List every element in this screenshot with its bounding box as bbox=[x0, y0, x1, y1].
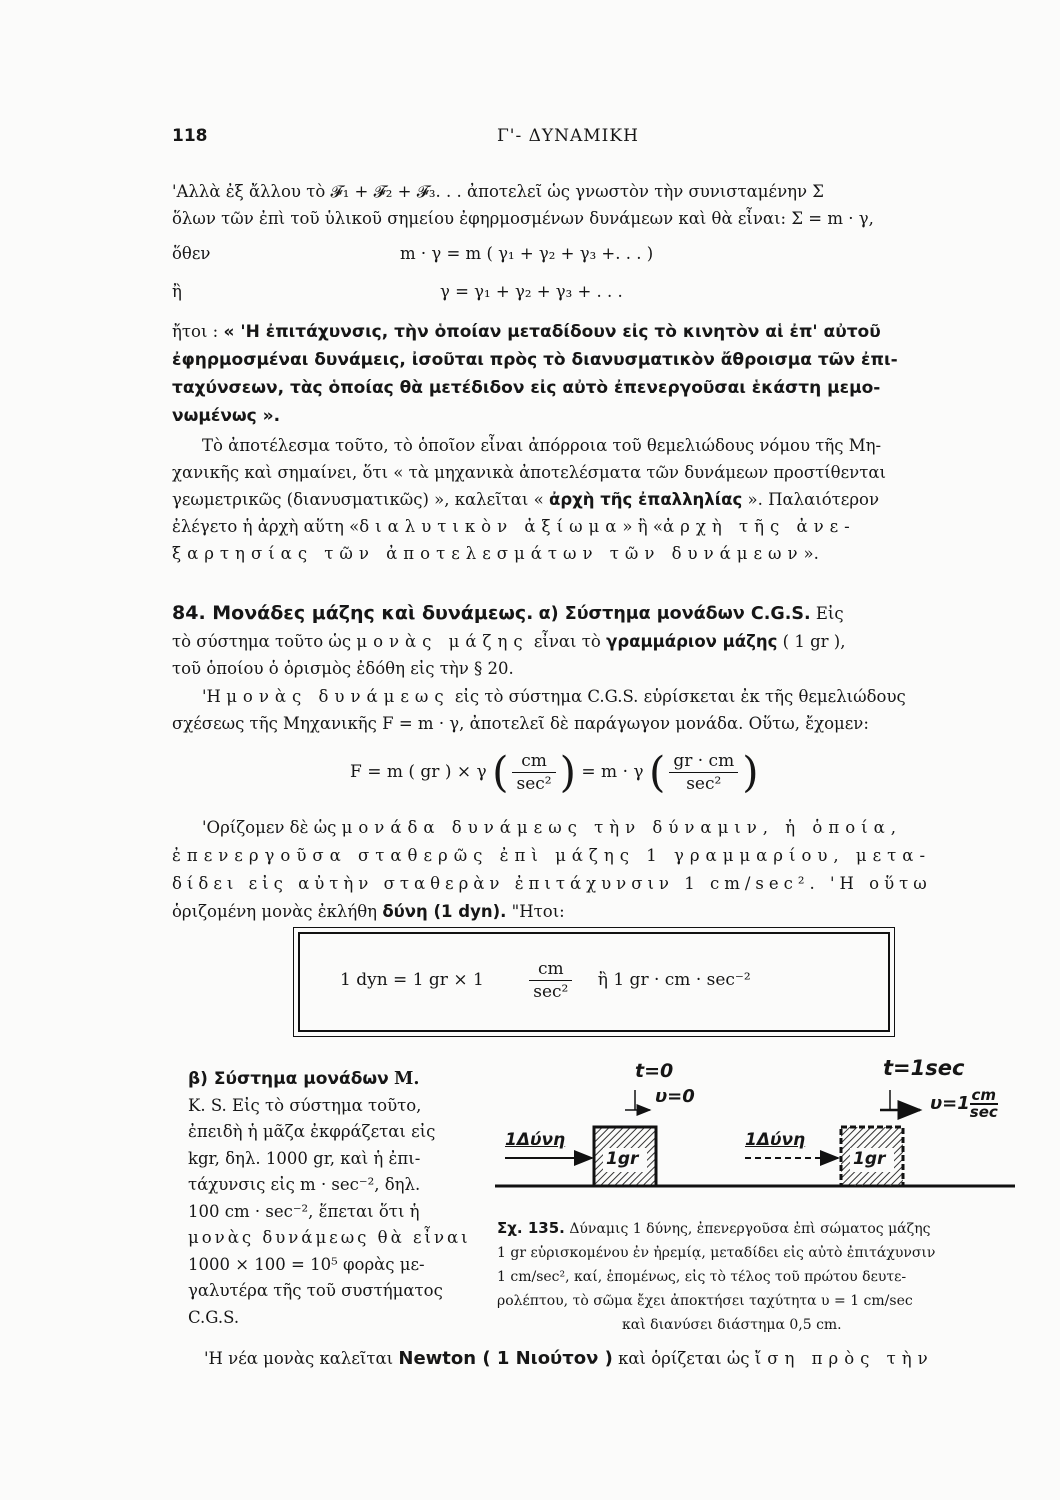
beta-line: τάχυνσις εἰς m · sec⁻², δηλ. bbox=[188, 1175, 421, 1194]
v1-label bbox=[930, 1088, 998, 1120]
section-title: 84. Μονάδες μάζης καὶ δυνάμεως. bbox=[172, 602, 534, 624]
frac-den: sec bbox=[969, 1103, 998, 1121]
text-span: ( 1 gr ), bbox=[782, 632, 846, 651]
statement-line: νωμένως ». bbox=[172, 406, 281, 426]
beta-line: 100 cm · sec⁻², ἕπεται ὅτι ἡ bbox=[188, 1201, 420, 1221]
beta-line: C.G.S. bbox=[188, 1307, 240, 1327]
fraction bbox=[669, 750, 738, 795]
text-line: 'Αλλὰ ἐξ ἄλλου τὸ 𝓕₁ + 𝓕₂ + 𝓕₃. . . ἀποτελεῖ ὡς γνωστὸν τὴν συνισταμένην Σ bbox=[172, 182, 824, 201]
spaced-line: δίδει εἰς αὐτὴν σταθερὰν ἐπιτάχυνσιν 1 cm/sec². 'Η οὕτω bbox=[172, 874, 932, 893]
text-line: ὅλων τῶν ἐπὶ τοῦ ὑλικοῦ σημείου ἐφηρμοσμένων δυνάμεων καὶ θὰ εἶναι: Σ = m · γ, bbox=[172, 209, 874, 228]
beta-line: γαλυτέρα τῆς τοῦ συστήματος bbox=[188, 1281, 443, 1300]
caption-first-line bbox=[497, 1216, 1027, 1241]
text-span: "Ητοι: bbox=[511, 902, 565, 921]
text-span: 'Η νέα μονὰς καλεῖται bbox=[204, 1349, 394, 1368]
spaced-term: διαλυτικὸν ἀξίωμα bbox=[359, 517, 623, 536]
running-head: Γ'- ΔΥΝΑΜΙΚΗ bbox=[497, 126, 639, 146]
spaced-term: μονὰς δυνάμεως bbox=[226, 687, 450, 706]
caption-label: Σχ. 135. bbox=[497, 1219, 565, 1237]
figure-135 bbox=[495, 1050, 1030, 1200]
paren-open: ( bbox=[648, 747, 666, 797]
beta-title-m: M. bbox=[393, 1069, 420, 1089]
eq2-lead: ἢ bbox=[172, 282, 182, 301]
beta-title: β) Σύστημα μονάδων bbox=[188, 1069, 389, 1089]
caption-line: 1 gr εὑρισκομένου ἐν ἠρεμίᾳ, μεταδίδει εἰς αὐτὸ ἐπιτάχυνσιν bbox=[497, 1245, 936, 1261]
text-span: εἰς τὸ σύστημα C.G.S. εὑρίσκεται ἐκ τῆς θεμελιώδους bbox=[454, 687, 906, 706]
v0-label: υ=0 bbox=[655, 1086, 695, 1107]
caption-line: Δύναμις 1 δύνης, ἐπενεργοῦσα ἐπὶ σώματος μάζης bbox=[569, 1221, 931, 1237]
frac-den: sec² bbox=[516, 774, 552, 794]
text-span: Εἰς bbox=[815, 604, 844, 623]
force-label-1: 1Δύνη bbox=[505, 1130, 566, 1150]
subsection-title: α) Σύστημα μονάδων C.G.S. bbox=[538, 604, 811, 624]
statement-line: ἐφηρμοσμέναι δυνάμεις, ἰσοῦται πρὸς τὸ διανυσματικὸν ἄθροισμα τῶν ἐπι- bbox=[172, 350, 898, 370]
statement-line: ταχύνσεων, τὰς ὁποίας θὰ μετέδιδον εἰς αὐτὸ ἐπενεργοῦσαι ἑκάστη μεμο- bbox=[172, 378, 881, 398]
text-span: » ἢ « bbox=[622, 517, 663, 536]
statement-line: « 'Η ἐπιτάχυνσις, τὴν ὁποίαν μεταδίδουν εἰς τὸ κινητὸν αἱ ἐπ' αὐτοῦ bbox=[223, 322, 881, 342]
text-line: σχέσεως τῆς Μηχανικῆς F = m · γ, ἀποτελεῖ δὲ παράγωγον μονάδα. Οὕτω, ἔχομεν: bbox=[172, 714, 869, 733]
caption-line: καὶ διανύσει διάστημα 0,5 cm. bbox=[622, 1317, 842, 1333]
dyne-equation-box bbox=[298, 932, 890, 1032]
eq-rhs: ἢ 1 gr · cm · sec⁻² bbox=[597, 970, 751, 990]
equation-force-units bbox=[350, 742, 759, 802]
text-span: ὁριζομένη μονὰς ἐκλήθη bbox=[172, 902, 378, 921]
text-span: τὸ σύστημα τοῦτο ὡς bbox=[172, 632, 352, 651]
v1-fraction bbox=[970, 1088, 998, 1120]
beta-title-line bbox=[188, 1066, 488, 1093]
page-header bbox=[172, 126, 1012, 156]
fraction bbox=[512, 750, 555, 795]
text-line: Τὸ ἀποτέλεσμα τοῦτο, τὸ ὁποῖον εἶναι ἀπόρροια τοῦ θεμελιώδους νόμου τῆς Μη- bbox=[202, 436, 882, 455]
eq-mid: = m · γ bbox=[581, 762, 644, 782]
statement-lead: ἤτοι : bbox=[172, 322, 219, 341]
t0-label: t=0 bbox=[635, 1060, 674, 1082]
eq-lhs: F = m ( gr ) × γ bbox=[350, 762, 487, 782]
frac-den: sec² bbox=[686, 774, 722, 794]
frac-num: cm bbox=[971, 1086, 997, 1104]
text-span: γεωμετρικῶς (διανυσματικῶς) », καλεῖται « bbox=[172, 490, 544, 509]
equation-acceleration: γ = γ₁ + γ₂ + γ₃ + . . . bbox=[440, 282, 623, 301]
text-span: ». bbox=[803, 544, 819, 563]
figure-caption bbox=[497, 1216, 1027, 1337]
equation-acceleration-sum: m · γ = m ( γ₁ + γ₂ + γ₃ +. . . ) bbox=[400, 244, 654, 263]
spaced-term: μονὰς μάζης bbox=[356, 632, 529, 651]
text-span: εἶναι τὸ bbox=[533, 632, 601, 651]
frac-den: sec² bbox=[533, 982, 569, 1002]
newton-term: Newton ( 1 Νιούτον ) bbox=[398, 1348, 613, 1369]
text-span: ». Παλαιότερον bbox=[747, 490, 879, 509]
block-label-1: 1gr bbox=[606, 1149, 639, 1169]
t1-label: t=1sec bbox=[883, 1056, 965, 1080]
text-span: καὶ ὁρίζεται ὡς bbox=[618, 1349, 750, 1368]
spaced-term: ἴση πρὸς τὴν bbox=[754, 1349, 934, 1368]
boxed-equation bbox=[340, 952, 751, 1008]
text-line: τοῦ ὁποίου ὁ ὁρισμὸς ἐδόθη εἰς τὴν § 20. bbox=[172, 659, 514, 678]
text-span: 'Ορίζομεν δὲ ὡς bbox=[202, 818, 337, 837]
bold-term: γραμμάριον μάζης bbox=[606, 632, 778, 651]
text-line: χανικῆς καὶ σημαίνει, ὅτι « τὰ μηχανικὰ ἀποτελέσματα τῶν δυνάμεων προστίθενται bbox=[172, 463, 886, 482]
last-line bbox=[204, 1348, 934, 1369]
text-span: 'Η bbox=[202, 687, 221, 706]
beta-section bbox=[188, 1066, 488, 1331]
paren-close: ) bbox=[742, 747, 759, 797]
frac-num: cm bbox=[512, 750, 555, 773]
caption-line: ρολέπτου, τὸ σῶμα ἔχει ἀποκτήσει ταχύτητα υ = 1 cm/sec bbox=[497, 1293, 913, 1309]
frac-num: gr · cm bbox=[669, 750, 738, 773]
beta-line: kgr, δηλ. 1000 gr, καὶ ἡ ἐπι- bbox=[188, 1148, 421, 1168]
block-label-2: 1gr bbox=[853, 1149, 886, 1169]
spaced-term: μονάδα δυνάμεως τὴν δύναμιν, ἡ ὁποία, bbox=[341, 818, 902, 837]
frac-num: cm bbox=[529, 958, 572, 981]
principle-name: ἀρχὴ τῆς ἐπαλληλίας bbox=[549, 490, 743, 509]
paren-open: ( bbox=[492, 747, 509, 797]
beta-line: K. S. Εἰς τὸ σύστημα τοῦτο, bbox=[188, 1095, 422, 1115]
beta-line: ἐπειδὴ ἡ μᾶζα ἐκφράζεται εἰς bbox=[188, 1122, 436, 1141]
text-span: ἐλέγετο ἡ ἀρχὴ αὕτη « bbox=[172, 517, 360, 536]
v1-pre: υ=1 bbox=[930, 1093, 970, 1114]
page-number: 118 bbox=[172, 126, 208, 146]
eq1-lead: ὅθεν bbox=[172, 244, 211, 263]
beta-line: μονὰς δυνάμεως θὰ εἶναι bbox=[188, 1228, 471, 1247]
paren-close: ) bbox=[559, 747, 576, 797]
spaced-line: ἐπενεργοῦσα σταθερῶς ἐπὶ μάζης 1 γραμμαρίου, μετα- bbox=[172, 846, 932, 865]
caption-line: 1 cm/sec², καί, ἑπομένως, εἰς τὸ τέλος τοῦ πρώτου δευτε- bbox=[497, 1269, 907, 1285]
force-label-2: 1Δύνη bbox=[745, 1130, 806, 1150]
eq-lhs: 1 dyn = 1 gr × 1 bbox=[340, 970, 484, 990]
dyne-term: δύνη (1 dyn). bbox=[382, 902, 507, 921]
spaced-term: ἀρχὴ τῆς ἀνε- bbox=[662, 517, 856, 536]
beta-line: 1000 × 100 = 10⁵ φορὰς με- bbox=[188, 1254, 425, 1274]
fraction bbox=[529, 958, 572, 1003]
spaced-term: ξαρτησίας τῶν ἀποτελεσμάτων τῶν δυνάμεων bbox=[172, 544, 804, 563]
